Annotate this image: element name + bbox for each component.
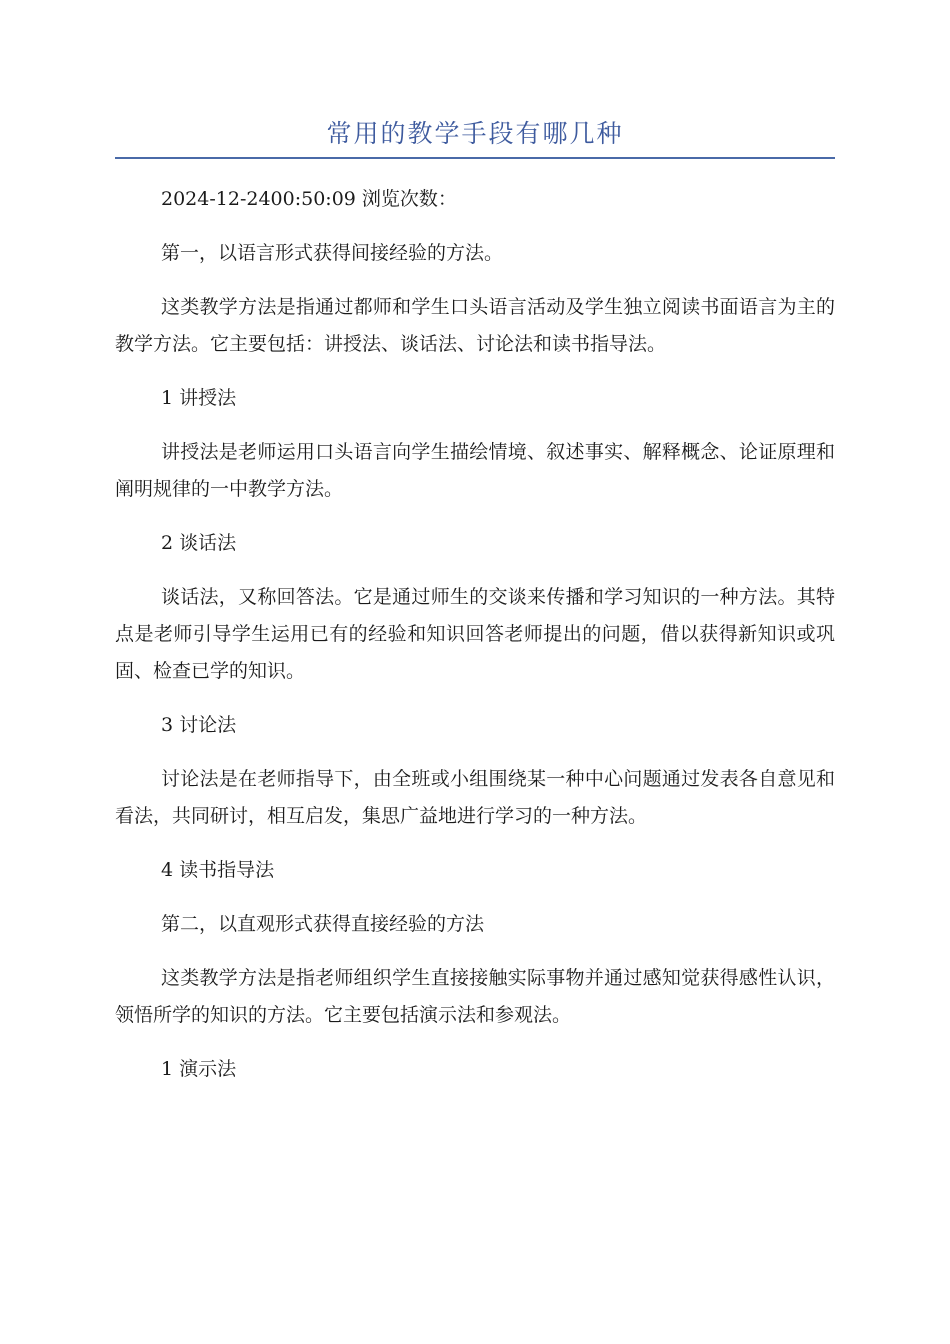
title-underline: [115, 157, 835, 159]
paragraph: 第一，以语言形式获得间接经验的方法。: [161, 242, 504, 264]
page-title: 常用的教学手段有哪几种: [326, 119, 624, 148]
document-page: [115, 0, 835, 1105]
section-heading: 3 讨论法: [161, 714, 237, 736]
paragraph: 讲授法是老师运用口头语言向学生描绘情境、叙述事实、解释概念、论证原理和阐明规律的一中教学方法。: [115, 441, 835, 500]
section-heading: 1 讲授法: [161, 387, 237, 409]
paragraph: 讨论法是在老师指导下，由全班或小组围绕某一种中心问题通过发表各自意见和看法，共同研讨，相互启发，集思广益地进行学习的一种方法。: [115, 768, 835, 827]
paragraph: 这类教学方法是指通过都师和学生口头语言活动及学生独立阅读书面语言为主的教学方法。它主要包括：讲授法、谈话法、讨论法和读书指导法。: [115, 296, 835, 355]
section-heading: 2 谈话法: [161, 532, 237, 554]
section-heading: 1 演示法: [161, 1058, 237, 1080]
section-heading: 4 读书指导法: [161, 859, 275, 881]
paragraph: 这类教学方法是指老师组织学生直接接触实际事物并通过感知觉获得感性认识，领悟所学的知识的方法。它主要包括演示法和参观法。: [115, 967, 835, 1026]
paragraph: 第二，以直观形式获得直接经验的方法: [161, 913, 485, 935]
meta-line: 2024-12-2400:50:09 浏览次数：: [161, 188, 457, 210]
paragraph: 谈话法，又称回答法。它是通过师生的交谈来传播和学习知识的一种方法。其特点是老师引导学生运用已有的经验和知识回答老师提出的问题，借以获得新知识或巩固、检查已学的知识。: [115, 586, 835, 682]
document-body: [115, 181, 835, 1088]
